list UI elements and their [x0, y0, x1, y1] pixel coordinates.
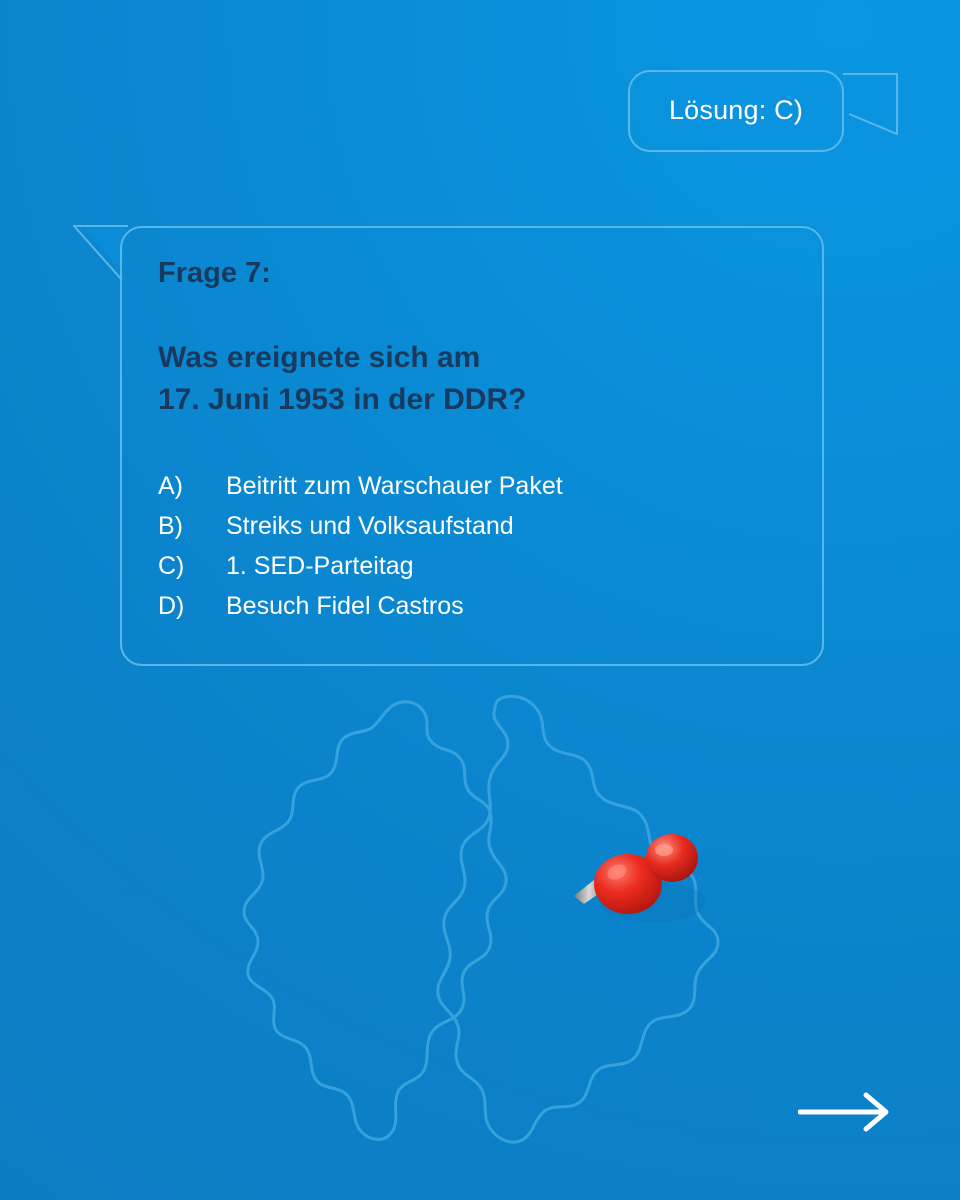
red-pushpin-icon [560, 810, 720, 930]
answer-option-b[interactable] [158, 506, 786, 546]
arrow-right-icon[interactable] [798, 1090, 898, 1134]
answer-text-c: 1. SED-Parteitag [226, 551, 414, 580]
answer-text-d: Besuch Fidel Castros [226, 591, 464, 620]
question-number: Frage 7: [158, 257, 271, 289]
answer-key-a: A) [158, 471, 183, 500]
answer-options-list [158, 466, 786, 626]
question-text [158, 337, 786, 422]
question-text-line-1: Was ereignete sich am [158, 340, 481, 374]
answer-option-d[interactable] [158, 586, 786, 626]
answer-text-b: Streiks und Volksaufstand [226, 511, 514, 540]
question-text-line-2: 17. Juni 1953 in der DDR? [158, 383, 527, 417]
answer-key-b: B) [158, 511, 183, 540]
answer-text-a: Beitritt zum Warschauer Paket [226, 471, 563, 500]
solution-badge [628, 70, 844, 152]
answer-option-a[interactable] [158, 466, 786, 506]
question-card [120, 226, 824, 666]
answer-option-c[interactable] [158, 546, 786, 586]
answer-key-c: C) [158, 551, 185, 580]
solution-bubble-tail [843, 72, 901, 152]
answer-key-d: D) [158, 591, 185, 620]
solution-badge-label: Lösung: C) [668, 94, 804, 125]
